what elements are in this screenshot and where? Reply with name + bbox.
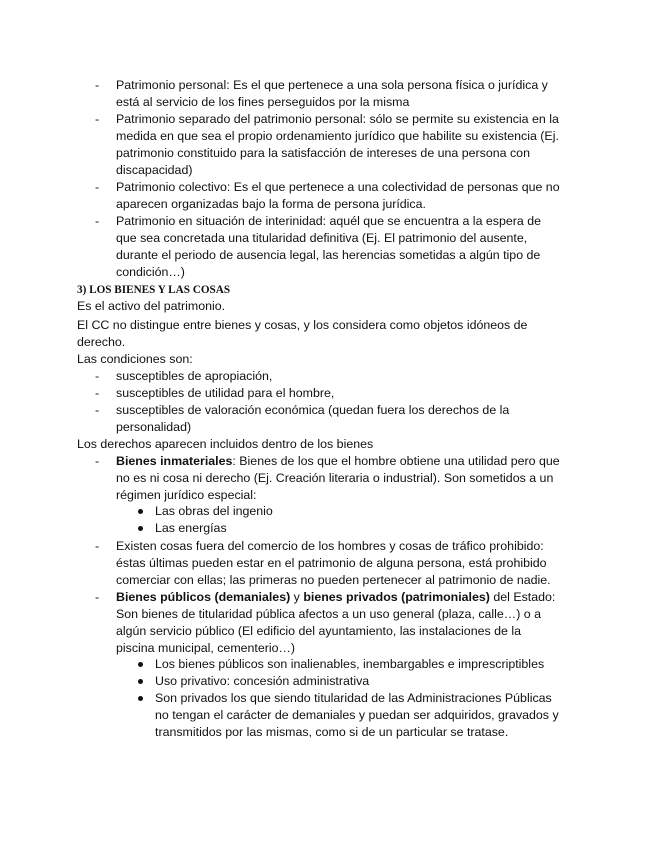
paragraph-line: Las condiciones son: [77,352,193,366]
list-item-line: condición…) [116,265,185,279]
list-item-line [116,453,560,470]
bullet-icon [138,696,143,701]
list-dash: - [95,180,100,194]
paragraph-line: El CC no distingue entre bienes y cosas, y los considera como objetos idóneos de [77,318,528,332]
item-text: : Bienes de los que el hombre obtiene una utilidad pero que [232,454,560,468]
condition-item: susceptibles de apropiación, [116,369,273,383]
sub-item: Las energías [155,521,227,535]
list-item-line: éstas últimas pueden estar en el patrimonio de alguna persona, está prohibido [116,556,547,570]
list-item-line: aparecen organizadas bajo la forma de persona jurídica. [116,197,426,211]
list-item-line: comerciar con ellas; las primeras no pueden pertenecer al patrimonio de nadie. [116,573,551,587]
list-dash: - [95,369,100,383]
item-text: del Estado: [489,590,556,604]
sub-item: Los bienes públicos son inalienables, inembargables e imprescriptibles [155,657,545,671]
bullet-icon [138,662,143,667]
paragraph-line: Es el activo del patrimonio. [77,299,226,313]
list-item-line: Patrimonio colectivo: Es el que pertenece a una colectividad de personas que no [116,180,560,194]
bold-term: Bienes inmateriales [116,454,233,468]
list-item-line: no es ni cosa ni derecho (Ej. Creación literaria o industrial). Son sometidos a un [116,471,554,485]
sub-item: no tengan el carácter de demaniales y puedan ser adquiridos, gravados y [155,708,559,722]
list-item-line: patrimonio constituido para la satisfacción de intereses de una persona con [116,146,530,160]
condition-item: susceptibles de utilidad para el hombre, [116,386,335,400]
list-dash: - [95,590,100,604]
sub-item: transmitidos por las mismas, como si de un particular se tratase. [155,725,509,739]
list-dash: - [95,386,100,400]
list-dash: - [95,403,100,417]
sub-item: Uso privativo: concesión administrativa [155,674,370,688]
list-item-line: algún servicio público (El edificio del ayuntamiento, las instalaciones de la [116,624,521,638]
list-item-line: Patrimonio separado del patrimonio personal: sólo se permite su existencia en la [116,112,559,126]
bullet-icon [138,526,143,531]
list-item-line: piscina municipal, cementerio…) [116,641,296,655]
bullet-icon [138,509,143,514]
condition-item: personalidad) [116,420,192,434]
list-dash: - [95,454,100,468]
list-dash: - [95,112,100,126]
list-dash: - [95,214,100,228]
list-item-line: Existen cosas fuera del comercio de los hombres y cosas de tráfico prohibido: [116,539,544,553]
list-item-line: régimen jurídico especial: [116,488,257,502]
list-item-line: Patrimonio en situación de interinidad: aquél que se encuentra a la espera de [116,214,542,228]
list-item-line: discapacidad) [116,163,193,177]
list-item-line: que sea concretada una titularidad definitiva (Ej. El patrimonio del ausente, [116,231,528,245]
list-dash: - [95,78,100,92]
bold-term: bienes privados (patrimoniales) [303,590,490,604]
sub-item: Son privados los que siendo titularidad de las Administraciones Públicas [155,691,552,705]
bold-term: Bienes públicos (demaniales) [116,590,291,604]
list-item-line: está al servicio de los fines perseguidos por la misma [116,95,410,109]
section-heading: 3) LOS BIENES Y LAS COSAS [77,284,231,296]
item-text: y [290,590,304,604]
list-dash: - [95,539,100,553]
sub-item: Las obras del ingenio [155,504,273,518]
bullet-icon [138,679,143,684]
condition-item: susceptibles de valoración económica (quedan fuera los derechos de la [116,403,510,417]
list-item-line: Patrimonio personal: Es el que pertenece a una sola persona física o jurídica y [116,78,548,92]
list-item-line [116,589,555,606]
paragraph-line: Los derechos aparecen incluidos dentro de los bienes [77,437,374,451]
list-item-line: durante el periodo de ausencia legal, las herencias sometidas a algún tipo de [116,248,541,262]
paragraph-line: derecho. [77,335,126,349]
list-item-line: Son bienes de titularidad pública afectos a un uso general (plaza, calle…) o a [116,607,541,621]
list-item-line: medida en que sea el propio ordenamiento jurídico que habilite su existencia (Ej. [116,129,559,143]
